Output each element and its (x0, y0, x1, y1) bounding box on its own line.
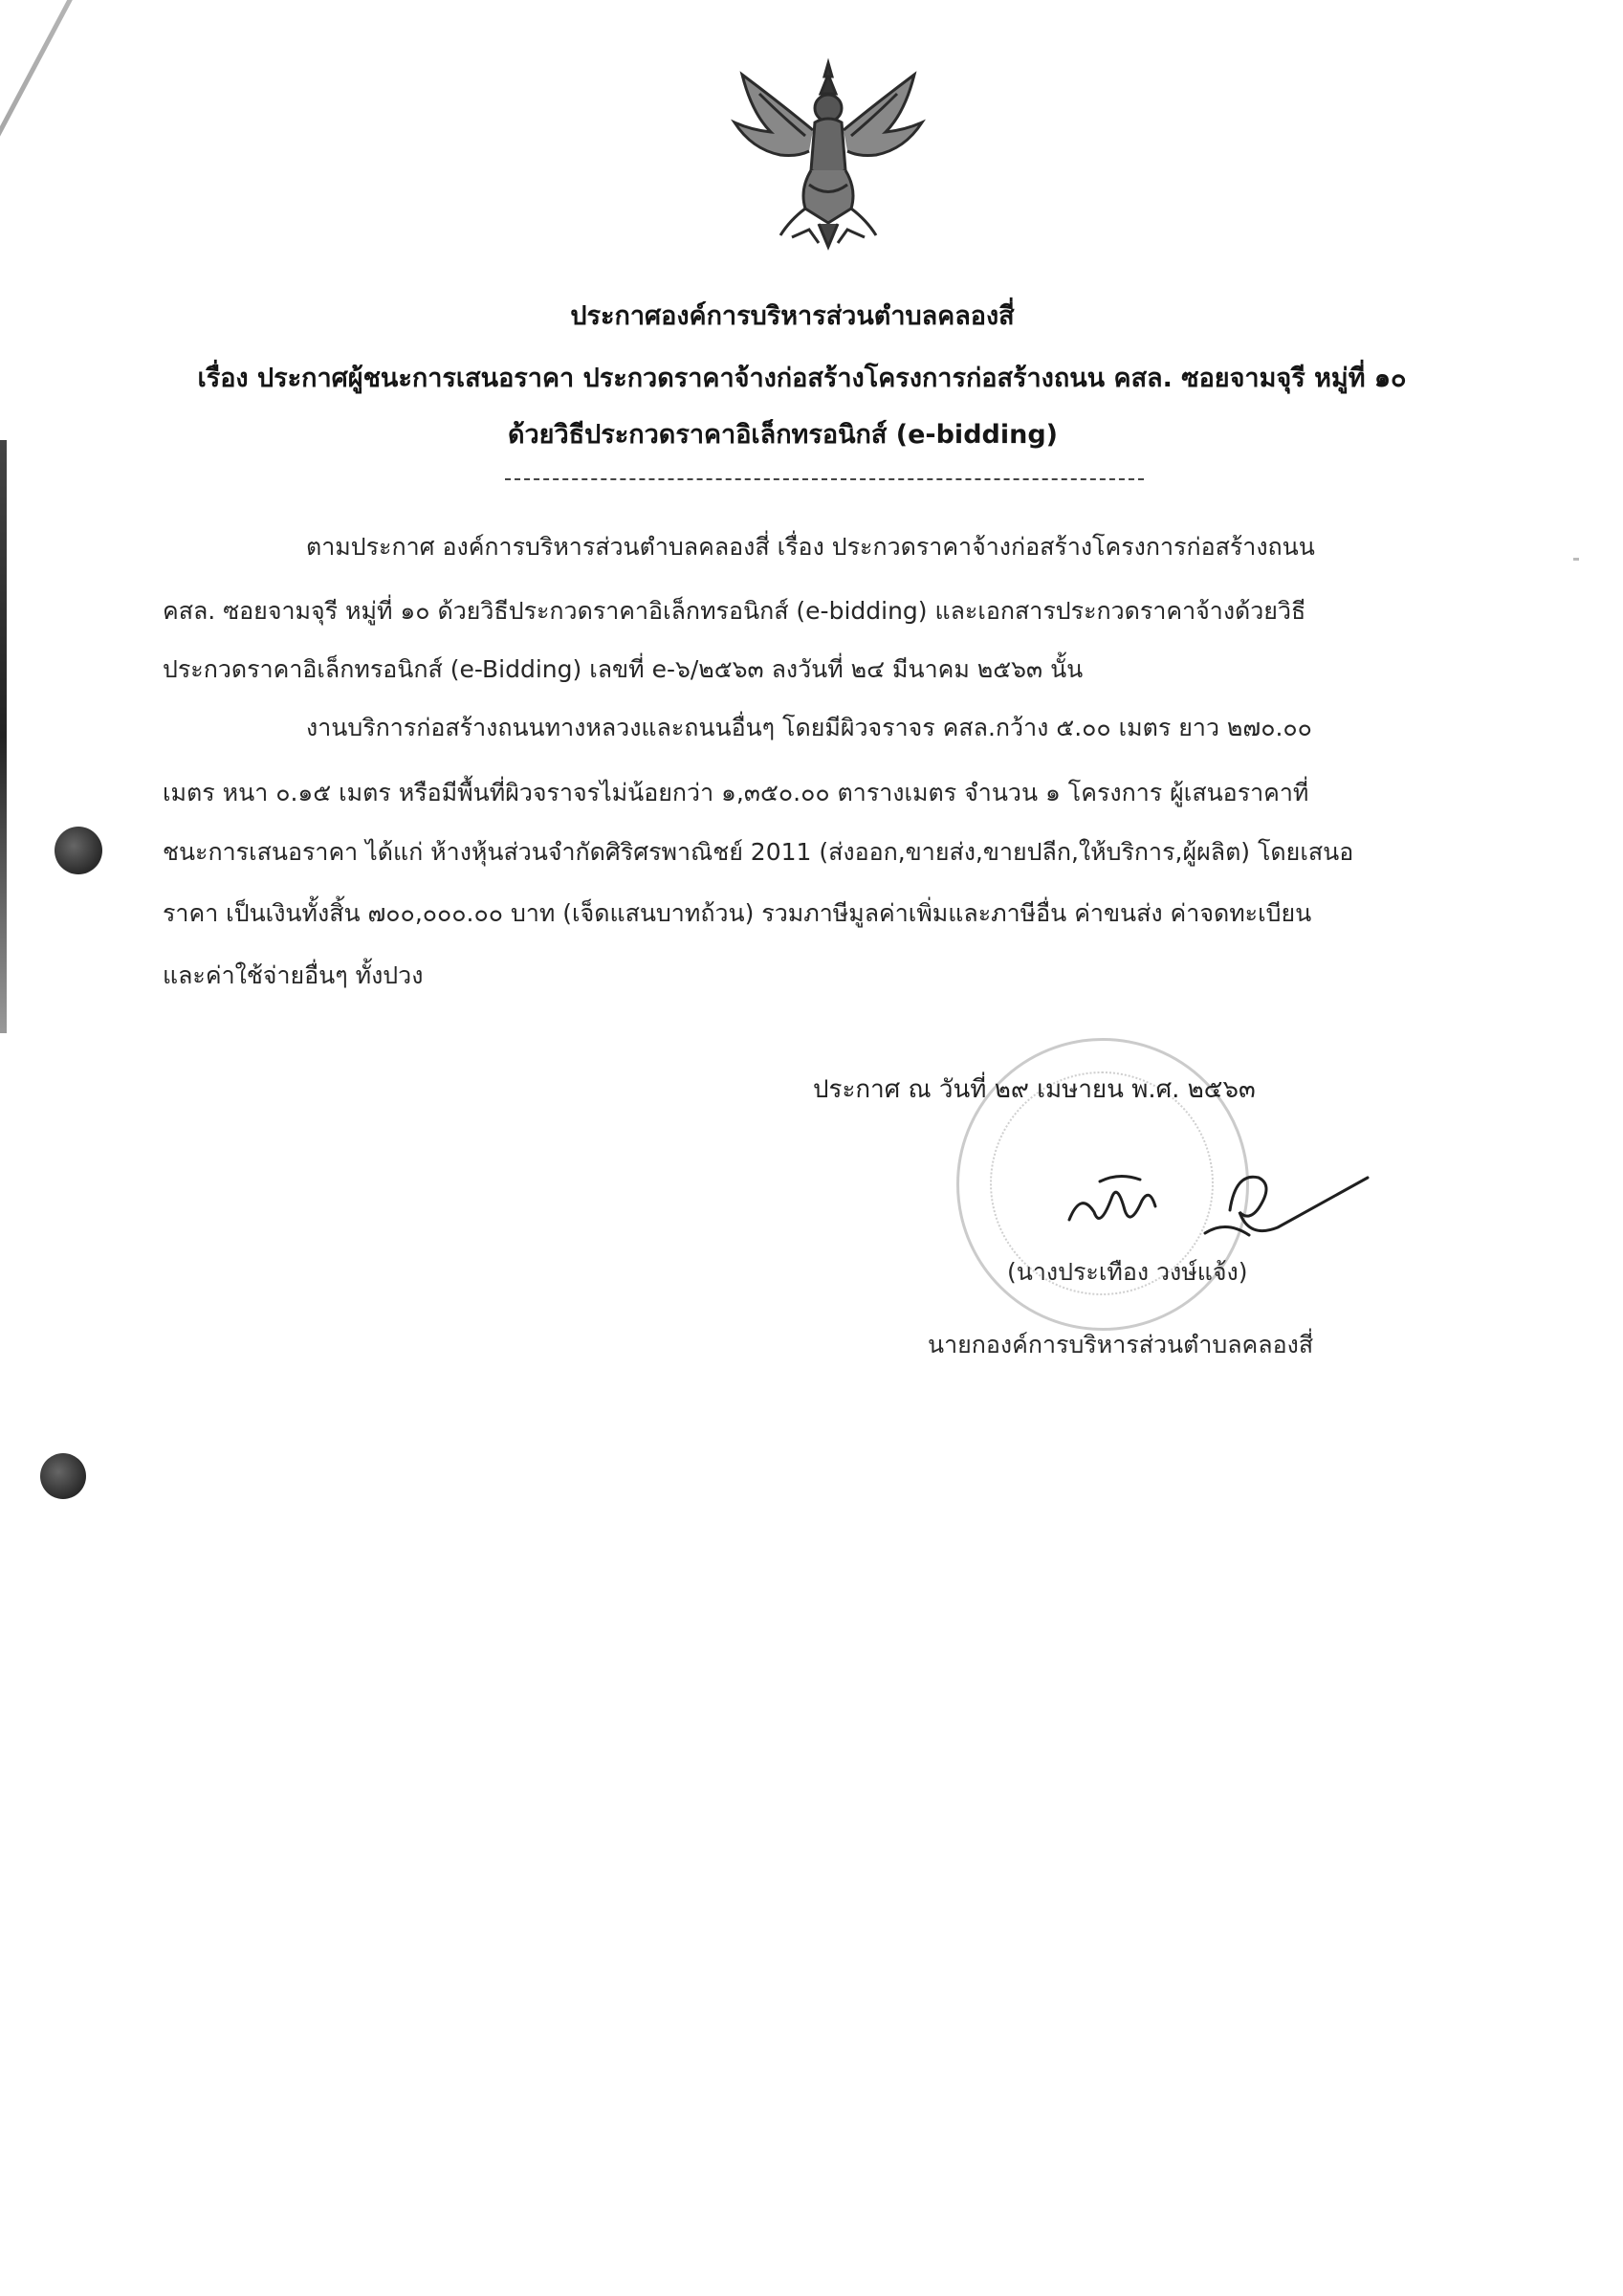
announcement-subject: เรื่อง ประกาศผู้ชนะการเสนอราคา ประกวดราคาจ้างก่อสร้างโครงการก่อสร้างถนน คสล. ซอยจามจุรี หมู่ที่ ๑๐ (197, 364, 1407, 393)
signer-title: นายกองค์การบริหารส่วนตำบลคลองสี่ (928, 1331, 1314, 1358)
signer-name: (นางประเทือง วงษ์แจ้ง) (1007, 1258, 1248, 1286)
announcement-org-title: ประกาศองค์การบริหารส่วนตำบลคลองสี่ (570, 301, 1015, 331)
scan-speck (1573, 558, 1579, 561)
handwritten-signature (1062, 1153, 1377, 1248)
body-line: งานบริการก่อสร้างถนนทางหลวงและถนนอื่นๆ โดยมีผิวจราจร คสล.กว้าง ๕.๐๐ เมตร ยาว ๒๗๐.๐๐ (306, 714, 1312, 741)
dashed-separator (505, 478, 1144, 480)
body-line: เมตร หนา ๐.๑๕ เมตร หรือมีพื้นที่ผิวจราจรไม่น้อยกว่า ๑,๓๕๐.๐๐ ตารางเมตร จำนวน ๑ โครงการ ผู้เสนอราคาที่ (163, 779, 1309, 806)
body-line: ตามประกาศ องค์การบริหารส่วนตำบลคลองสี่ เรื่อง ประกวดราคาจ้างก่อสร้างโครงการก่อสร้างถนน (306, 533, 1315, 561)
scan-fold-line (0, 0, 152, 205)
body-line: ชนะการเสนอราคา ได้แก่ ห้างหุ้นส่วนจำกัดศิริศรพาณิชย์ 2011 (ส่งออก,ขายส่ง,ขายปลีก,ให้บริการ,ผู้ผลิต) โดยเสนอ (163, 838, 1354, 866)
body-line: ราคา เป็นเงินทั้งสิ้น ๗๐๐,๐๐๐.๐๐ บาท (เจ็ดแสนบาทถ้วน) รวมภาษีมูลค่าเพิ่มและภาษีอื่น ค่าขนส่ง ค่าจดทะเบียน (163, 899, 1312, 927)
body-line: คสล. ซอยจามจุรี หมู่ที่ ๑๐ ด้วยวิธีประกวดราคาอิเล็กทรอนิกส์ (e-bidding) และเอกสารประกวดราคาจ้างด้วยวิธี (163, 597, 1306, 625)
punch-hole-top (55, 827, 102, 874)
body-line: และค่าใช้จ่ายอื่นๆ ทั้งปวง (163, 961, 424, 989)
garuda-emblem-icon (713, 55, 943, 256)
announcement-date: ประกาศ ณ วันที่ ๒๙ เมษายน พ.ศ. ๒๕๖๓ (813, 1075, 1256, 1104)
body-line: ประกวดราคาอิเล็กทรอนิกส์ (e-Bidding) เลขที่ e-๖/๒๕๖๓ ลงวันที่ ๒๔ มีนาคม ๒๕๖๓ นั้น (163, 655, 1084, 683)
announcement-method: ด้วยวิธีประกวดราคาอิเล็กทรอนิกส์ (e-bidding) (507, 420, 1058, 450)
punch-hole-bottom (40, 1453, 86, 1499)
scan-left-edge-shadow (0, 440, 7, 1033)
